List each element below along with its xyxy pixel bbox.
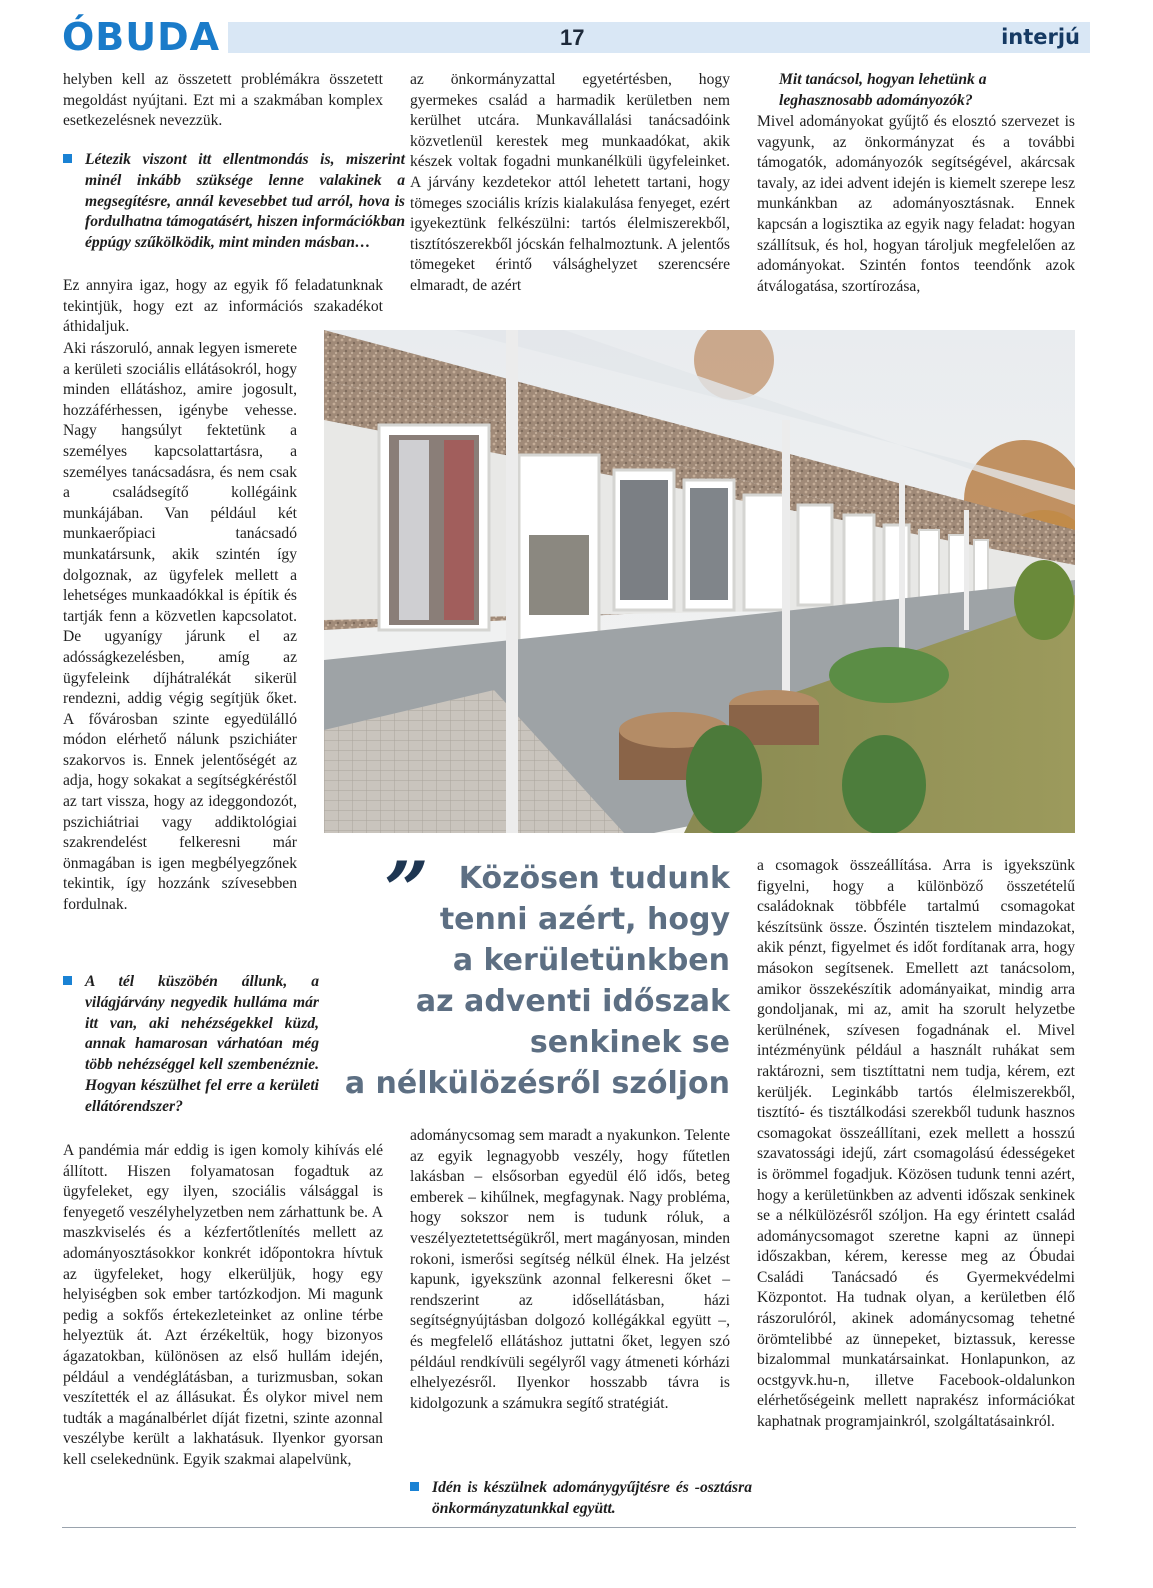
col1-answer2: A pandémia már eddig is igen komoly kihívás elé állított. Hiszen folyamatosan fogadtuk az ügyfeleket, egy ilyen, szociális válsággal is fenyegető veszélyhelyzetben nem zárhattunk be. A maszkviselés és a kézfertőtlenítés mellett az adományosztásokkor konkrét időpontokra hívtuk az ügyfeleket, hogy elkerüljük, hogy egy helyiségben sok ember tartózkodjon. Mi magunk pedig a sokfős értekezleteinket az online térbe helyeztük át. Azt érzékeltük, hogy bizonyos ágazatokban, különösen az első hullám idején, például a vendéglátásban, a turizmusban, sokan veszítették el az állásukat. És olykor mivel nem tudták a magánalbérlet díját fizetni, szinte azonnal veszélybe került a lakhatásuk. Ilyenkor gyorsan kell cselekednünk. Egyik szakmai alapelvünk, <box>63 1142 383 1468</box>
pull-quote-line: senkinek se <box>529 1025 730 1060</box>
footer-rule <box>62 1527 1076 1528</box>
section-label: interjú <box>1001 25 1080 49</box>
page-number: 17 <box>560 25 585 50</box>
question-square-icon <box>410 1482 419 1491</box>
publication-logo: ÓBUDA <box>62 15 221 59</box>
pull-quote-line: a kerületünkben <box>452 943 730 978</box>
col1-answer1-full: Ez annyira igaz, hogy az egyik fő feladatunknak tekintjük, hogy ezt az információs szakadékot áthidaljuk. <box>63 277 383 336</box>
question-square-icon <box>63 154 72 163</box>
question-1: Létezik viszont itt ellentmondás is, miszerint minél inkább szüksége lenne valakinek a megsegítésre, annál kevesebbet tud arról, hova is fordulhatna támogatásért, hiszen információkban éppúgy szűkölködik, mint minden másban… <box>63 150 405 254</box>
col2-bottom-paragraph: adománycsomag sem maradt a nyakunkon. Telente az egyik legnagyobb veszély, hogy fűtetlen lakásban – elsősorban egyedül élő idős, beteg emberek – kihűlnek, megfagynak. Nagy probléma, hogy sokszor nem is tudunk róluk, a veszélyeztetettségükről, mert magányosan, minden rokoni, ismerősi segítség nélkül élnek. Ha jelzést kapunk, igyekszünk azonnal felkeresni őket – rendszerint az idősellátásban, házi segítségnyújtásban dolgozó kollégákkal együtt –, és megfelelő ellátáshoz juttatni őket, legyen szó például rendkívüli segélyről vagy átmeneti kórházi elhelyezésről. Ilyenkor hosszabb távra is kidolgozunk a számukra segítő stratégiát. <box>410 1127 730 1412</box>
pull-quote-line: a nélkülözésről szóljon <box>344 1066 730 1101</box>
question-4: Mit tanácsol, hogyan lehetünk a leghasznosabb adományozók? <box>779 71 987 109</box>
pull-quote <box>334 858 730 1104</box>
col1-answer1-narrow: Aki rászoruló, annak legyen ismerete a kerületi szociális ellátásokról, hogy minden ellátáshoz, amire jogosult, hozzáférhessen, igénybe vehesse. Nagy hangsúlyt fektetünk a személyes kapcsolattartásra, a személyes tanácsadásra, és nem csak a családsegítő kollégáink munkájában. Van például két munkaerőpiaci tanácsadó munkatársunk, akik szintén így dolgoznak, az ügyfelek mellett a lehetséges munkaadókkal is építik és tartják fenn a közvetlen kapcsolatot. De ugyanígy járunk el az adósságkezelésben, amíg az ügyfeleink díjhátralékát sikerül rendezni, addig végig segítjük őket. A fővárosban szinte egyedülálló módon elérhető nálunk pszichiáter szakorvos is. Ennek jelentőségét az adja, hogy sokakat a segítségkéréstől az tart vissza, hogy az ideggondozót, pszichiátriai vagy addiktológiai szakrendelést felkeresni már önmagában is igen megbélyegzőnek tekintik, így hozzánk szívesebben fordulnak. <box>63 340 297 914</box>
col1-top-paragraph: helyben kell az összetett problémákra összetett megoldást nyújtani. Ezt mi a szakmában komplex esetkezelésnek nevezzük. <box>63 71 383 130</box>
building-photo <box>324 330 1075 833</box>
pull-quote-mark-icon: ” <box>384 845 425 936</box>
pull-quote-line: Közösen tudunk <box>458 861 730 896</box>
pull-quote-line: az adventi időszak <box>415 984 730 1019</box>
col3-bottom-paragraph: a csomagok összeállítása. Arra is igyekszünk figyelni, hogy a különböző összetételű családoknak többféle tartalmú csomagokat készítsünk össze. Őszintén tisztelem mindazokat, akik pénzt, figyelmet és időt fordítanak arra, hogy másokon segítsenek. Emellett azt tanácsolom, amikor összekészítik adományaikat, mindig arra gondoljanak, mi az, amit ha szorult helyzetbe kerülnének, szívesen fogadnának el. Mivel intézményünk például a használt ruhákat sem raktározni, sem tisztíttatni nem tudja, kérem, ezt kerüljék. Leginkább tartós élelmiszerekből, tisztító- és tisztálkodási szerekből tudunk hasznos csomagokat összeállítani, ezek mellett a hosszú szavatossági idejű, zárt csomagolású édességeket is örömmel fogadjuk. Közösen tudunk tenni azért, hogy a kerületünkben az adventi időszak senkinek se a nélkülözésről szóljon. Ha egy érintett család adománycsomagot szeretne kapni az ünnepi időszakban, kérem, keresse meg az Óbudai Családi Tanácsadó és Gyermekvédelmi Központot. Ha tudnak olyan, a kerületben élő rászorulóról, akinek adománycsomag tehetné örömtelibbé az ünnepeket, biztassuk, keresse bizalommal munkatársainkat. Honlapunkon, az ocstgyvk.hu-n, illetve Facebook-oldalunkon elérhetőségeink mellett naprakész információkat kaphatnak programjainkról, szolgáltatásainkról. <box>757 857 1075 1431</box>
pull-quote-line: tenni azért, hogy <box>439 902 730 937</box>
col3-top-paragraph: Mivel adományokat gyűjtő és elosztó szervezet is vagyunk, az önkormányzat és a további támogatók, adományozók segítségével, akárcsak tavaly, az idei advent idején is kiemelt szerepe lesz munkánkban az adományosztásnak. Ennek kapcsán a logisztika az egyik nagy feladat: hogyan szállítsuk, és hol, hogyan tároljuk megfelelően az adományokat. Szintén fontos teendőnk azok átválogatása, szortírozása, <box>757 113 1075 295</box>
question-square-icon <box>63 976 72 985</box>
col2-top-paragraph: az önkormányzattal egyetértésben, hogy gyermekes család a harmadik kerületben nem kerülhet utcára. Munkavállalási tanácsadóink közvetlenül kerestek meg munkaadókat, akik készek voltak fogadni munkanélküli ügyfeleinket. A járvány kezdetekor attól lehetett tartani, hogy tömeges szociális krízis kialakulása fenyeget, ezért igyekeztünk felkészülni: tartós élelmiszerekből, tisztítószerekből jócskán felhalmoztunk. A jelentős tömegeket érintő válsághelyzet szerencsére elmaradt, de azért <box>410 71 730 294</box>
question-2: A tél küszöbén állunk, a világjárvány negyedik hulláma már itt van, aki nehézségekkel küzd, annak hamarosan várhatóan még több nehézséggel kell szembenéznie. Hogyan készülhet fel erre a kerületi ellátórendszer? <box>63 972 319 1118</box>
question-3: Idén is készülnek adománygyűjtésre és -osztásra önkormányzatunkkal együtt. <box>410 1477 752 1519</box>
